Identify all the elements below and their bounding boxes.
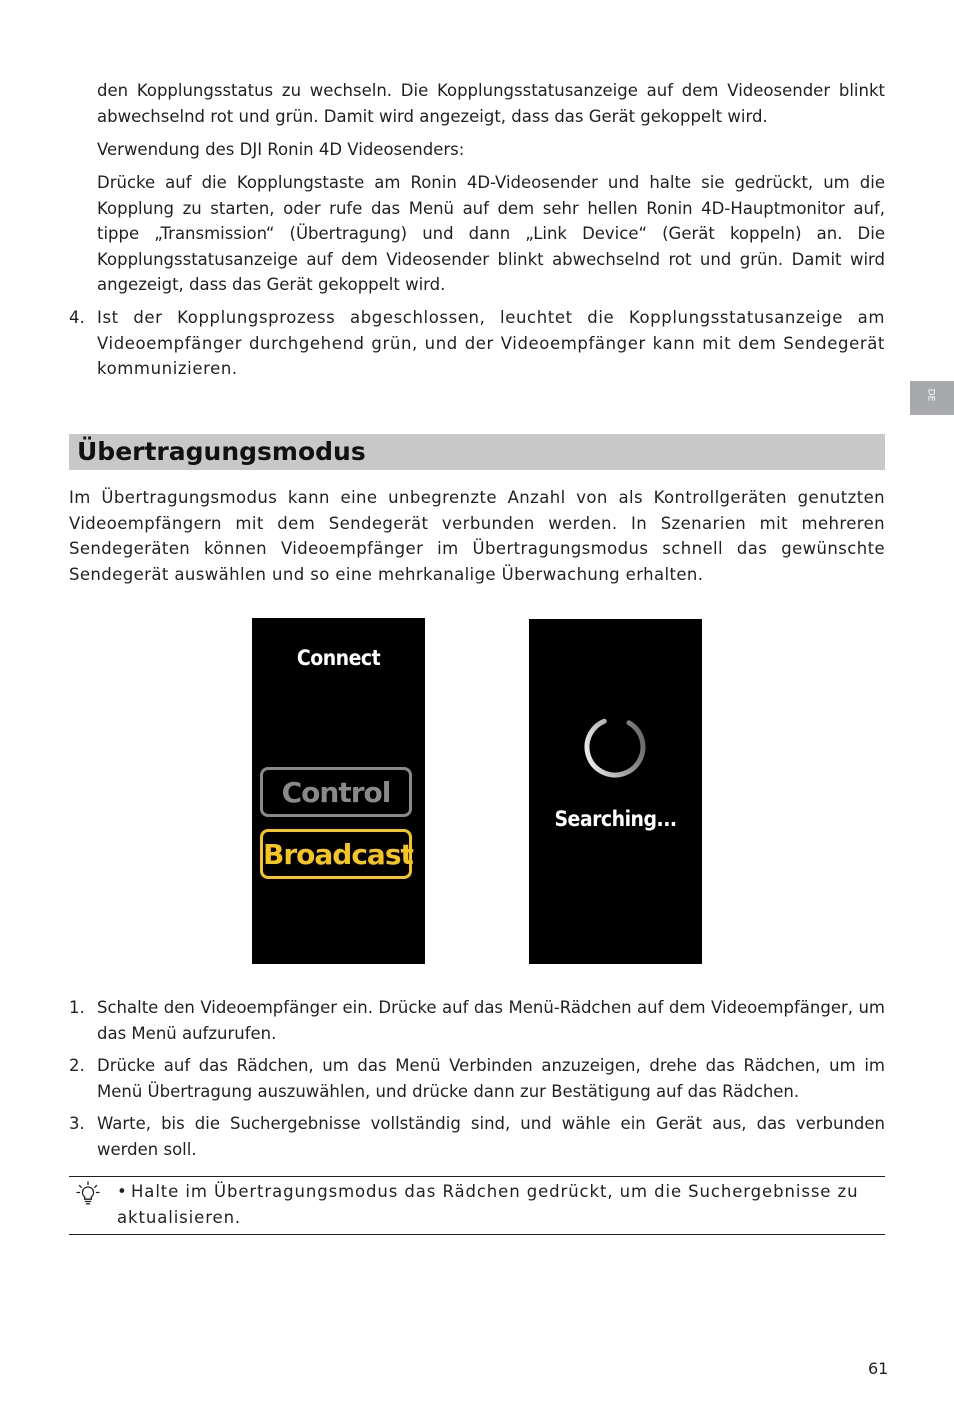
language-tab <box>910 381 954 415</box>
screen-searching <box>529 619 702 964</box>
searching-status: Searching... <box>554 807 677 831</box>
lightbulb-icon <box>76 1181 100 1207</box>
tip-top-rule <box>69 1176 885 1177</box>
control-option[interactable]: Control <box>260 767 412 817</box>
step-2-number: 2. <box>69 1056 85 1075</box>
continuation-paragraph-2: Verwendung des DJI Ronin 4D Videosenders: <box>97 140 465 159</box>
step-4-number: 4. <box>69 308 85 327</box>
step-1-text: Schalte den Videoempfänger ein. Drücke auf das Menü-Rädchen auf dem Videoempfänger, um das Menü aufzurufen. <box>97 998 885 1043</box>
step-4-text: Ist der Kopplungsprozess abgeschlossen, leuchtet die Kopplungsstatusanzeige am Videoempfänger durchgehend grün, und der Videoempfänger kann mit dem Sendegerät kommunizieren. <box>97 308 885 379</box>
continuation-paragraph-3: Drücke auf die Kopplungstaste am Ronin 4D-Videosender und halte sie gedrückt, um die Kopplung zu starten, oder rufe das Menü auf dem sehr hellen Ronin 4D-Hauptmonitor auf, tippe „Transmission“ (Übertragung) und dann „Link Device“ (Gerät koppeln) an. Die Kopplungsstatusanzeige auf dem Videosender blinkt abwechselnd rot und grün. Damit wird angezeigt, dass das Gerät gekoppelt wird. <box>97 173 885 295</box>
tip-text: Halte im Übertragungsmodus das Rädchen gedrückt, um die Suchergebnisse zu aktualisieren. <box>117 1182 859 1227</box>
language-tab-label: DE <box>925 388 936 402</box>
loading-spinner-icon <box>581 713 649 781</box>
step-3-number: 3. <box>69 1114 85 1133</box>
broadcast-option[interactable]: Broadcast <box>260 829 412 879</box>
step-3-text: Warte, bis die Suchergebnisse vollständig sind, und wähle ein Gerät aus, das verbunden werden soll. <box>97 1114 885 1159</box>
tip-bottom-rule <box>69 1234 885 1235</box>
connect-title: Connect <box>296 646 381 670</box>
page-number: 61 <box>868 1359 889 1378</box>
section-title: Übertragungsmodus <box>77 437 366 466</box>
continuation-paragraph-1: den Kopplungsstatus zu wechseln. Die Kopplungsstatusanzeige auf dem Videosender blinkt abwechselnd rot und grün. Damit wird angezeigt, dass das Gerät gekoppelt wird. <box>97 81 885 126</box>
tip-bullet: • <box>117 1182 127 1201</box>
section-heading-bar <box>69 434 885 470</box>
section-intro: Im Übertragungsmodus kann eine unbegrenzte Anzahl von als Kontrollgeräten genutzten Videoempfängern mit dem Sendegerät verbunden werden. In Szenarien mit mehreren Sendegeräten können Videoempfänger im Übertragungsmodus schnell das gewünschte Sendegerät auswählen und so eine mehrkanalige Überwachung erhalten. <box>69 488 885 584</box>
step-2-text: Drücke auf das Rädchen, um das Menü Verbinden anzuzeigen, drehe das Rädchen, um im Menü Übertragung auszuwählen, und drücke dann zur Bestätigung auf das Rädchen. <box>97 1056 885 1101</box>
screen-connect-menu <box>252 618 425 964</box>
step-1-number: 1. <box>69 998 85 1017</box>
